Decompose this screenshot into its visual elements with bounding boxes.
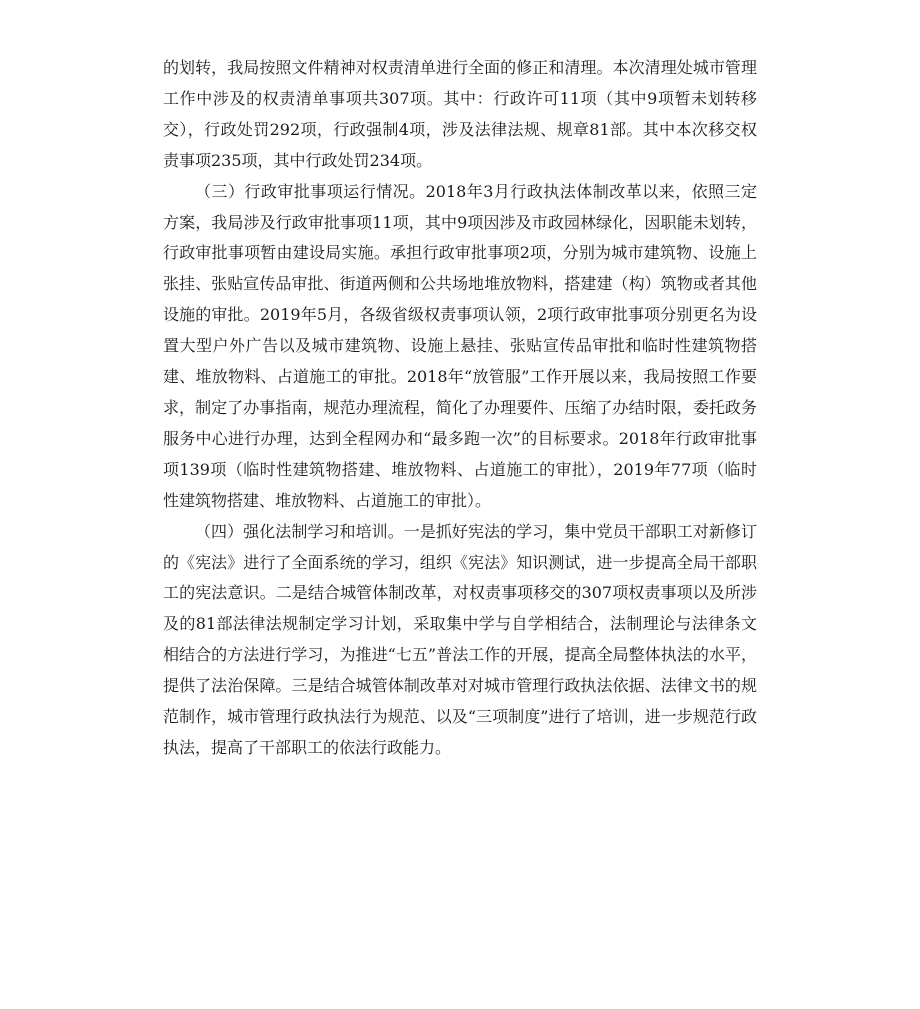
paragraph-rights-list-cleanup: 的划转，我局按照文件精神对权责清单进行全面的修正和清理。本次清理处城市管理工作中涉及的权责清单事项共307项。其中：行政许可11项（其中9项暂未划转移交），行政处罚292项，行政强制4项，涉及法律法规、规章81部。其中本次移交权责事项235项，其中行政处罚234项。 [163, 58, 757, 170]
document-body [163, 53, 757, 764]
paragraph-legal-training: （四）强化法制学习和培训。一是抓好宪法的学习，集中党员干部职工对新修订的《宪法》进行了全面系统的学习，组织《宪法》知识测试，进一步提高全局干部职工的宪法意识。二是结合城管体制改革，对权责事项移交的307项权责事项以及所涉及的81部法律法规制定学习计划，采取集中学与自学相结合，法制理论与法律条文相结合的方法进行学习，为推进“七五”普法工作的开展，提高全局整体执法的水平，提供了法治保障。三是结合城管体制改革对对城市管理行政执法依据、法律文书的规范制作，城市管理行政执法行为规范、以及“三项制度”进行了培训，进一步规范行政执法，提高了干部职工的依法行政能力。 [163, 521, 757, 757]
paragraph-administrative-approval: （三）行政审批事项运行情况。2018年3月行政执法体制改革以来，依照三定方案，我局涉及行政审批事项11项，其中9项因涉及市政园林绿化，因职能未划转，行政审批事项暂由建设局实施。承担行政审批事项2项，分别为城市建筑物、设施上张挂、张贴宣传品审批、街道两侧和公共场地堆放物料，搭建建（构）筑物或者其他设施的审批。2019年5月，各级省级权责事项认领，2项行政审批事项分别更名为设置大型户外广告以及城市建筑物、设施上悬挂、张贴宣传品审批和临时性建筑物搭建、堆放物料、占道施工的审批。2018年“放管服”工作开展以来，我局按照工作要求，制定了办事指南，规范办理流程，简化了办理要件、压缩了办结时限，委托政务服务中心进行办理，达到全程网办和“最多跑一次”的目标要求。2018年行政审批事项139项（临时性建筑物搭建、堆放物料、占道施工的审批），2019年77项（临时性建筑物搭建、堆放物料、占道施工的审批）。 [163, 181, 757, 510]
